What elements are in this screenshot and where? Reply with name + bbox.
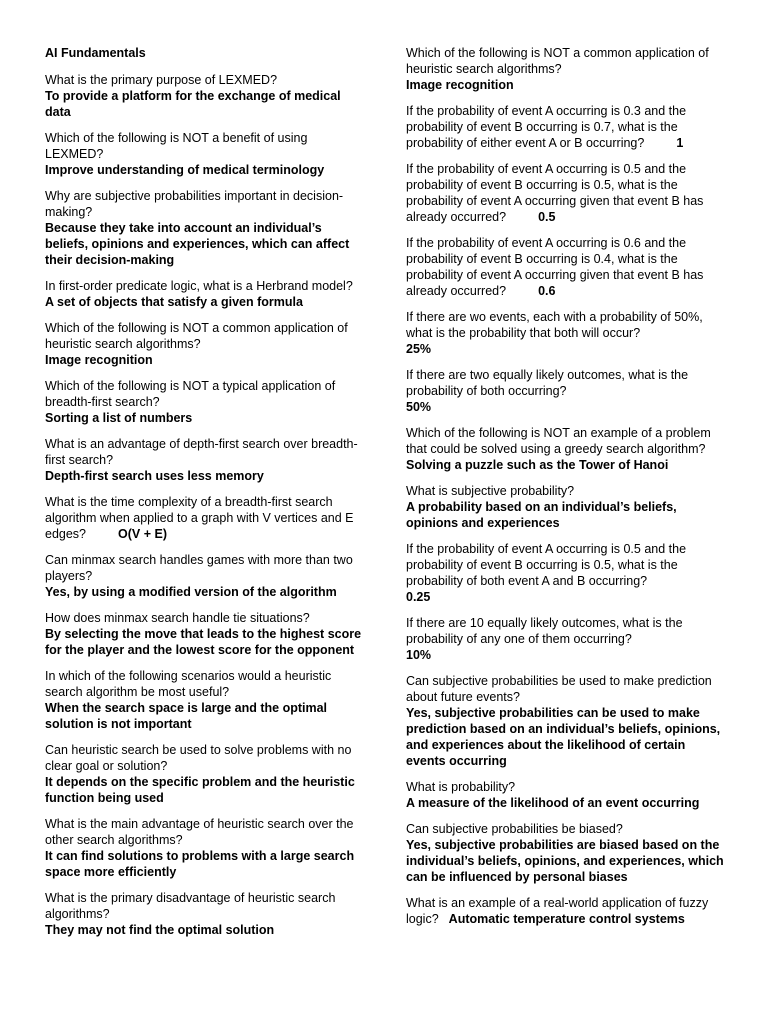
question: Can subjective probabilities be biased? — [406, 822, 623, 836]
question — [406, 161, 728, 225]
question: What is subjective probability? — [406, 484, 575, 498]
qa-item — [406, 615, 728, 663]
answer: Depth-first search uses less memory — [45, 469, 264, 483]
question: How does minmax search handle tie situations? — [45, 611, 310, 625]
answer: It depends on the specific problem and the heuristic function being used — [45, 775, 355, 805]
answer: A set of objects that satisfy a given formula — [45, 295, 303, 309]
qa-item — [406, 895, 728, 927]
qa-item — [45, 742, 367, 806]
qa-item — [45, 72, 367, 120]
question: If there are two equally likely outcomes, what is the probability of both occurring? — [406, 368, 689, 398]
right-column — [406, 45, 728, 937]
question — [45, 494, 367, 542]
qa-item — [406, 309, 728, 357]
answer: Image recognition — [406, 78, 514, 92]
answer: 0.6 — [538, 284, 556, 298]
question: What is the primary disadvantage of heuristic search algorithms? — [45, 891, 336, 921]
answer: Solving a puzzle such as the Tower of Hanoi — [406, 458, 669, 472]
qa-item — [406, 483, 728, 531]
question: Can subjective probabilities be used to make prediction about future events? — [406, 674, 712, 704]
qa-item — [45, 378, 367, 426]
question-text: What is the time complexity of a breadth-first search algorithm when applied to a graph with V vertices and E edges? — [45, 495, 354, 541]
answer: A measure of the likelihood of an event occurring — [406, 796, 700, 810]
qa-item — [45, 494, 367, 542]
answer: When the search space is large and the optimal solution is not important — [45, 701, 328, 731]
qa-item — [406, 161, 728, 225]
qa-item — [406, 367, 728, 415]
question: Which of the following is NOT a common application of heuristic search algorithms? — [45, 321, 348, 351]
qa-item — [406, 821, 728, 885]
question: What is the primary purpose of LEXMED? — [45, 73, 278, 87]
qa-item — [45, 278, 367, 310]
question: Can minmax search handles games with more than two players? — [45, 553, 353, 583]
qa-item — [406, 673, 728, 769]
qa-item — [45, 890, 367, 938]
answer: Yes, by using a modified version of the algorithm — [45, 585, 337, 599]
answer: To provide a platform for the exchange of medical data — [45, 89, 341, 119]
question-text: What is an example of a real-world application of fuzzy logic? — [406, 896, 709, 926]
qa-item — [45, 552, 367, 600]
question: What is the main advantage of heuristic search over the other search algorithms? — [45, 817, 354, 847]
qa-item — [406, 425, 728, 473]
question: If the probability of event A occurring is 0.5 and the probability of event B occurring is 0.5, what is the probability of both event A and B occurring? — [406, 542, 687, 588]
answer: O(V + E) — [118, 527, 167, 541]
qa-item — [406, 103, 728, 151]
qa-item — [406, 235, 728, 299]
answer: 25% — [406, 342, 432, 356]
question — [406, 235, 728, 299]
question: Which of the following is NOT an example of a problem that could be solved using a greedy search algorithm? — [406, 426, 711, 456]
answer: 1 — [676, 136, 684, 150]
answer: It can find solutions to problems with a large search space more efficiently — [45, 849, 355, 879]
question: Can heuristic search be used to solve problems with no clear goal or solution? — [45, 743, 352, 773]
qa-item — [406, 779, 728, 811]
answer: Automatic temperature control systems — [448, 912, 685, 926]
question — [406, 103, 728, 151]
question: Why are subjective probabilities important in decision-making? — [45, 189, 344, 219]
question: Which of the following is NOT a typical application of breadth-first search? — [45, 379, 336, 409]
question-text: If the probability of event A occurring is 0.5 and the probability of event B occurring is 0.5, what is the probability of event A occurring given that event B has already occurred? — [406, 162, 704, 224]
left-column — [45, 45, 367, 948]
answer: A probability based on an individual’s beliefs, opinions and experiences — [406, 500, 677, 530]
qa-item — [45, 668, 367, 732]
question — [406, 895, 728, 927]
answer: 0.5 — [538, 210, 556, 224]
answer: Image recognition — [45, 353, 153, 367]
qa-item — [406, 45, 728, 93]
question: In which of the following scenarios would a heuristic search algorithm be most useful? — [45, 669, 332, 699]
question: Which of the following is NOT a benefit of using LEXMED? — [45, 131, 308, 161]
qa-item — [45, 320, 367, 368]
qa-item — [406, 541, 728, 605]
answer: 0.25 — [406, 590, 431, 604]
question: What is probability? — [406, 780, 516, 794]
answer: Yes, subjective probabilities can be used to make prediction based on an individual’s beliefs, opinions, and experiences about the likelihood of certain events occurring — [406, 706, 721, 768]
answer: Sorting a list of numbers — [45, 411, 193, 425]
answer: They may not find the optimal solution — [45, 923, 275, 937]
document-title: AI Fundamentals — [45, 46, 146, 60]
qa-item — [45, 188, 367, 268]
qa-item — [45, 816, 367, 880]
answer: 50% — [406, 400, 432, 414]
answer: By selecting the move that leads to the highest score for the player and the lowest score for the opponent — [45, 627, 362, 657]
question-text: If the probability of event A occurring is 0.6 and the probability of event B occurring is 0.4, what is the probability of event A occurring given that event B has already occurred? — [406, 236, 704, 298]
question: If there are wo events, each with a probability of 50%, what is the probability that both will occur? — [406, 310, 703, 340]
answer: Because they take into account an individual’s beliefs, opinions and experiences, which can affect their decision-making — [45, 221, 350, 267]
answer: Improve understanding of medical terminology — [45, 163, 325, 177]
question: In first-order predicate logic, what is a Herbrand model? — [45, 279, 353, 293]
question: What is an advantage of depth-first search over breadth-first search? — [45, 437, 358, 467]
answer: 10% — [406, 648, 432, 662]
qa-item — [45, 610, 367, 658]
question-text: If the probability of event A occurring is 0.3 and the probability of event B occurring is 0.7, what is the probability of either event A or B occurring? — [406, 104, 687, 150]
question: If there are 10 equally likely outcomes, what is the probability of any one of them occurring? — [406, 616, 683, 646]
answer: Yes, subjective probabilities are biased based on the individual’s beliefs, opinions, and experiences, which can be influenced by personal biases — [406, 838, 724, 884]
qa-item — [45, 436, 367, 484]
qa-item — [45, 130, 367, 178]
question: Which of the following is NOT a common application of heuristic search algorithms? — [406, 46, 709, 76]
